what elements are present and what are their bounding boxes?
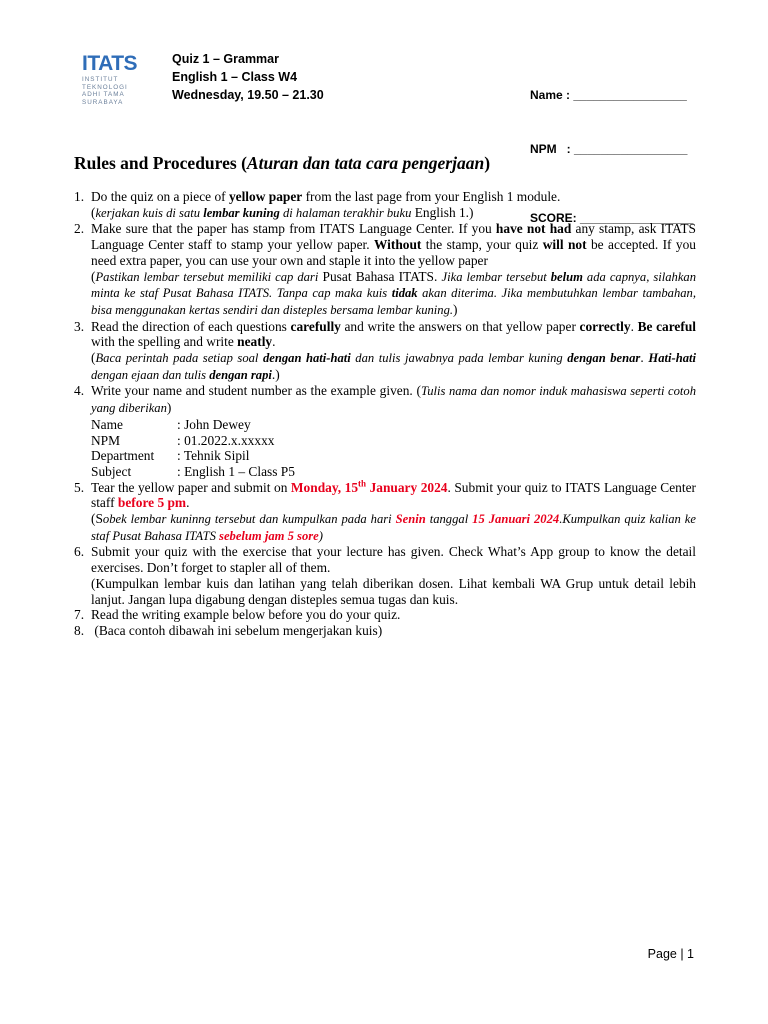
itats-logo [82,54,152,106]
logo-wordmark: ITATS [82,52,138,75]
rule-item-7: 7. Read the writing example below before you do your quiz. [74,607,401,623]
name-field: Name : _________________ [530,88,687,102]
example-identity: Name : John Dewey NPM : 01.2022.x.xxxxx Department : Tehnik Sipil Subject : English 1 – Class P5 [91,416,295,479]
rule-item-2: 2. Make sure that the paper has stamp from ITATS Language Center. If you have not had any stamp, ask ITATS Language Center staff to stamp your yellow paper. Without the stamp, your quiz will not be accepted. If you need extra paper, you can use your own and staple it into the yellow paper (Pastikan lembar tersebut memiliki cap dari Pusat Bahasa ITATS. Jika lembar tersebut belum ada capnya, silahkan minta ke staf Pusat Bahasa ITATS. Tanpa cap maka kuis tidak akan diterima. Jika membutuhkan lembar tambahan, bisa menggunakan kertas sendiri dan disteples bersama lembar kuning.) [74,221,697,317]
deadline-date: Monday, 15th January 2024 [290,478,448,495]
quiz-schedule: Wednesday, 19.50 – 21.30 [172,88,324,102]
rule-item-6: 6. Submit your quiz with the exercise that your lecture has given. Check What’s App group to know the detail exercises. Don’t forget to stapler all of them. (Kumpulkan lembar kuis dan latihan yang telah diberikan dosen. Lihat kembali WA Grup untuk detail lebih lanjut. Jangan lupa digabung dengan disteples semua tugas dan kuis. [74,544,696,607]
logo-subtitle: INSTITUT TEKNOLOGI ADHI TAMA SURABAYA [82,76,128,106]
npm-field: NPM : _________________ [530,142,688,156]
quiz-title: Quiz 1 – Grammar [172,52,279,66]
page-number: Page | 1 [647,947,694,961]
rule-item-1: 1. Do the quiz on a piece of yellow paper from the last page from your English 1 module. (kerjakan kuis di satu lembar kuning di halaman terakhir buku English 1.) [74,189,561,220]
rules-list [74,189,696,639]
quiz-info [172,50,324,104]
course-name: English 1 – Class W4 [172,70,298,84]
rule-item-5: 5. Tear the yellow paper and submit on Monday, 15th January 2024. Submit your quiz to ITATS Language Center staff before 5 pm. (Sobek lembar kuninng tersebut dan kumpulkan pada hari Senin tanggal 15 Januari 2024.Kumpulkan quiz kalian ke staf Pusat Bahasa ITATS sebelum jam 5 sore) [74,478,697,543]
section-title: Rules and Procedures (Aturan dan tata cara pengerjaan) [74,153,491,173]
rule-item-3: 3. Read the direction of each questions carefully and write the answers on that yellow paper correctly. Be careful with the spelling and write neatly. (Baca perintah pada setiap soal dengan hati-hati dan tulis jawabnya pada lembar kuning dengan benar. Hati-hati dengan ejaan dan tulis dengan rapi.) [74,318,696,382]
rule-item-8: 8. (Baca contoh dibawah ini sebelum mengerjakan kuis) [74,622,383,638]
rule-item-4: 4. Write your name and student number as the example given. (Tulis nama dan nomor induk mahasiswa seperti cotoh yang diberikan) Name : John Dewey NPM : 01.2022.x.xxxxx Department : Tehnik Sipil Subject : English 1 – Class P5 [74,383,696,479]
deadline-time: before 5 pm [117,495,187,511]
score-field: SCORE: _________________ [530,211,694,225]
